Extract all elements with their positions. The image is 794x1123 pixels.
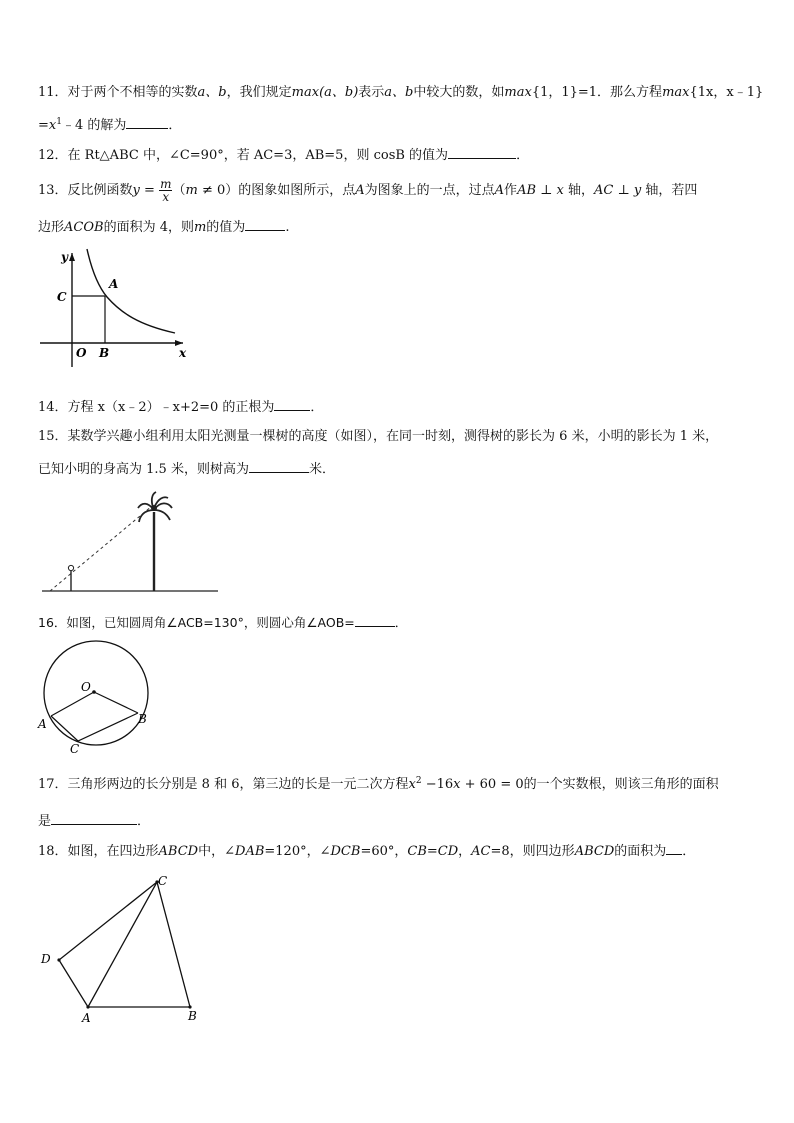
q11-exponent: 1: [56, 117, 62, 127]
q11-var-ab: a、b: [197, 85, 227, 100]
q15-text: 15．某数学兴趣小组利用太阳光测量一棵树的高度（如图），在同一时刻，测得树的影长为 6 米，小明的影长为 1 米，: [38, 429, 719, 444]
q13-text: 作: [504, 183, 518, 198]
q13-text: 边形: [38, 220, 65, 235]
q18-text: =120°，∠: [264, 844, 331, 859]
q11-max: max: [504, 85, 532, 100]
q13-var: m: [185, 183, 198, 198]
q18-text: =60°，: [360, 844, 408, 859]
q18-figure: [36, 872, 216, 1027]
label-A: A: [109, 277, 119, 291]
q13-var: A: [494, 183, 505, 198]
q18-text: 18．如图，在四边形: [38, 844, 159, 859]
q11-text: {1x，x﹣1}: [689, 85, 764, 100]
q11-text: {1，1}=1．那么方程: [531, 85, 663, 100]
q18-answer-blank[interactable]: [666, 842, 682, 855]
q13-text: 轴，若四: [641, 183, 698, 198]
hyperbola-curve: [87, 249, 175, 333]
q11-answer-blank[interactable]: [126, 116, 168, 129]
center-point: [92, 690, 96, 694]
q13-fraction-numerator: m: [160, 177, 172, 191]
person-icon: [68, 565, 73, 591]
diagonal-AC: [88, 882, 157, 1007]
q13-text: ≠ 0）的图象如图所示，点: [197, 183, 356, 198]
q18-var: CB: [407, 844, 427, 859]
q18-var: ABCD: [158, 844, 199, 859]
label-x: x: [179, 346, 187, 360]
q17-line2: [38, 812, 150, 831]
q11-text: ，我们规定: [226, 85, 292, 100]
q13-line2: [38, 218, 289, 237]
q12-line: [38, 146, 529, 165]
q17-text: + 60 = 0: [460, 777, 524, 792]
q17-line1: [38, 776, 719, 794]
label-C: C: [70, 742, 80, 756]
q18-text: 中，∠: [198, 844, 236, 859]
label-O: O: [81, 680, 91, 694]
q13-var: y: [633, 183, 642, 198]
label-C: C: [57, 290, 67, 304]
q17-exponent: 2: [415, 776, 422, 786]
label-y: y: [61, 250, 68, 264]
q18-text: =: [426, 844, 438, 859]
label-A: A: [38, 717, 47, 731]
q13-text: 13．反比例函数: [38, 183, 133, 198]
vertex-D: [57, 958, 60, 961]
q11-var-x: x: [48, 118, 57, 133]
q11-text: 表示: [358, 85, 385, 100]
q17-text: 是: [38, 814, 52, 829]
q16-answer-blank[interactable]: [355, 614, 395, 627]
q18-var: CD: [437, 844, 459, 859]
q15-line1: [38, 428, 718, 446]
q14-answer-blank[interactable]: [274, 398, 310, 411]
q13-text: 的值为: [206, 220, 246, 235]
q13-var: x: [556, 183, 564, 198]
q16-text: ．: [394, 615, 408, 630]
q18-line: [38, 842, 695, 861]
q15-answer-blank[interactable]: [249, 460, 309, 473]
q11-text: =: [38, 118, 49, 133]
label-B: B: [99, 346, 110, 360]
q17-var: x: [453, 777, 461, 792]
q18-text: ，: [458, 844, 472, 859]
q11-text: 11．对于两个不相等的实数: [38, 85, 198, 100]
q18-text: =8，则四边形: [490, 844, 575, 859]
q13-var: y: [132, 183, 140, 198]
q18-text: ．: [682, 844, 696, 859]
label-C: C: [158, 874, 168, 888]
q15-figure: [40, 488, 225, 598]
q13-figure: [35, 245, 195, 375]
q12-text: 12．在 Rt△ABC 中，∠C=90°，若 AC=3，AB=5，则 cosB 的值为: [38, 148, 449, 163]
q17-text: −16: [421, 777, 454, 792]
label-B: B: [138, 712, 147, 726]
q15-text: 米．: [308, 462, 335, 477]
q16-line: [38, 614, 407, 632]
q18-var: DAB: [235, 844, 265, 859]
sun-ray-line: [50, 506, 152, 591]
palm-tree-icon: [138, 492, 172, 591]
label-D: D: [41, 952, 51, 966]
q13-var: AB: [517, 183, 537, 198]
q13-text: 为图象上的一点，过点: [364, 183, 495, 198]
q14-line: [38, 398, 323, 417]
q11-text: 中较大的数，如: [413, 85, 505, 100]
q16-figure: [34, 636, 164, 756]
q13-text: .: [285, 220, 290, 235]
q15-line2: [38, 460, 335, 479]
q17-text: 的一个实数根，则该三角形的面积: [523, 777, 719, 792]
q13-text: =: [139, 183, 160, 198]
q13-var: m: [193, 220, 207, 235]
q11-max: max: [291, 85, 320, 100]
q13-text: 的面积为 4，则: [103, 220, 194, 235]
q13-text: 轴，: [563, 183, 594, 198]
q11-var-ab: a、b: [384, 85, 414, 100]
q18-var: AC: [471, 844, 491, 859]
label-O: O: [76, 346, 87, 360]
q13-fraction: [159, 178, 172, 203]
radii-OA-OB: [51, 692, 138, 716]
q16-text: 16．如图，已知圆周角∠ACB=130°，则圆心角∠AOB=: [38, 615, 355, 630]
q17-text: 17．三角形两边的长分别是 8 和 6，第三边的长是一元二次方程: [38, 777, 409, 792]
q17-answer-blank[interactable]: [51, 812, 137, 825]
q13-answer-blank[interactable]: [245, 218, 285, 231]
q13-text: （: [172, 183, 186, 198]
q17-var: x: [408, 777, 416, 792]
quadrilateral-ABCD: [59, 882, 190, 1007]
vertex-A: [86, 1005, 89, 1008]
q13-line1: [38, 178, 697, 203]
label-B: B: [188, 1009, 197, 1023]
q11-text: ﹣4 的解为: [61, 118, 127, 133]
q14-text: ．: [310, 400, 324, 415]
q14-text: 14．方程 x（x﹣2）﹣x+2=0 的正根为: [38, 400, 275, 415]
q13-var: ACOB: [64, 220, 104, 235]
label-A: A: [82, 1011, 91, 1025]
q11-line2: [38, 116, 181, 135]
q11-text: ．: [168, 118, 182, 133]
q12-answer-blank[interactable]: [448, 146, 516, 159]
q13-fraction-denominator: x: [162, 190, 170, 204]
q13-var: A: [355, 183, 365, 198]
q13-text: ⊥: [613, 183, 634, 198]
q18-var: ABCD: [574, 844, 615, 859]
q12-text: ．: [516, 148, 530, 163]
q18-var: DCB: [330, 844, 361, 859]
q11-line1: [38, 84, 763, 102]
q17-text: ．: [137, 814, 151, 829]
q11-max: max: [662, 85, 690, 100]
y-axis-arrow: [69, 253, 75, 261]
q13-text: ⊥: [536, 183, 557, 198]
q13-var: AC: [594, 183, 614, 198]
q15-text: 已知小明的身高为 1.5 米，则树高为: [38, 462, 249, 477]
q18-text: 的面积为: [614, 844, 667, 859]
q11-max-args: (a、b): [319, 85, 359, 100]
